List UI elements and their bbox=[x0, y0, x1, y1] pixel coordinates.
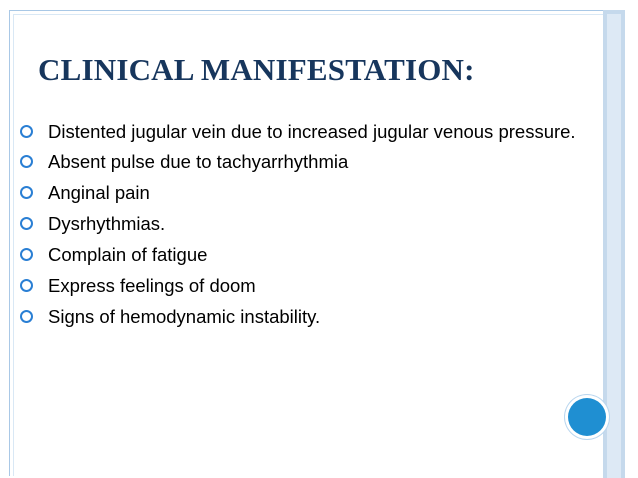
bullet-text: Distented jugular vein due to increased jugular venous pressure. bbox=[48, 121, 576, 142]
bullet-icon bbox=[18, 181, 48, 204]
bullet-item bbox=[18, 243, 578, 266]
bullet-icon bbox=[18, 212, 48, 235]
corner-dot-icon bbox=[568, 398, 606, 436]
slide-right-accent-strip-inner bbox=[607, 14, 621, 478]
bullet-item bbox=[18, 274, 578, 297]
bullet-icon bbox=[18, 274, 48, 297]
bullet-item bbox=[18, 120, 578, 143]
bullet-text: Complain of fatigue bbox=[48, 244, 208, 265]
bullet-text: Dysrhythmias. bbox=[48, 213, 166, 234]
bullet-icon bbox=[18, 120, 48, 143]
bullet-item bbox=[18, 150, 578, 173]
bullet-text: Absent pulse due to tachyarrhythmia bbox=[48, 151, 349, 172]
bullet-text: Anginal pain bbox=[48, 182, 150, 203]
bullet-item bbox=[18, 181, 578, 204]
bullet-list bbox=[18, 120, 578, 336]
bullet-item bbox=[18, 305, 578, 328]
bullet-text: Express feelings of doom bbox=[48, 275, 256, 296]
bullet-item bbox=[18, 212, 578, 235]
bullet-text: Signs of hemodynamic instability. bbox=[48, 306, 321, 327]
bullet-icon bbox=[18, 243, 48, 266]
slide-title: CLINICAL MANIFESTATION: bbox=[38, 52, 475, 87]
bullet-icon bbox=[18, 150, 48, 173]
bullet-icon bbox=[18, 305, 48, 328]
